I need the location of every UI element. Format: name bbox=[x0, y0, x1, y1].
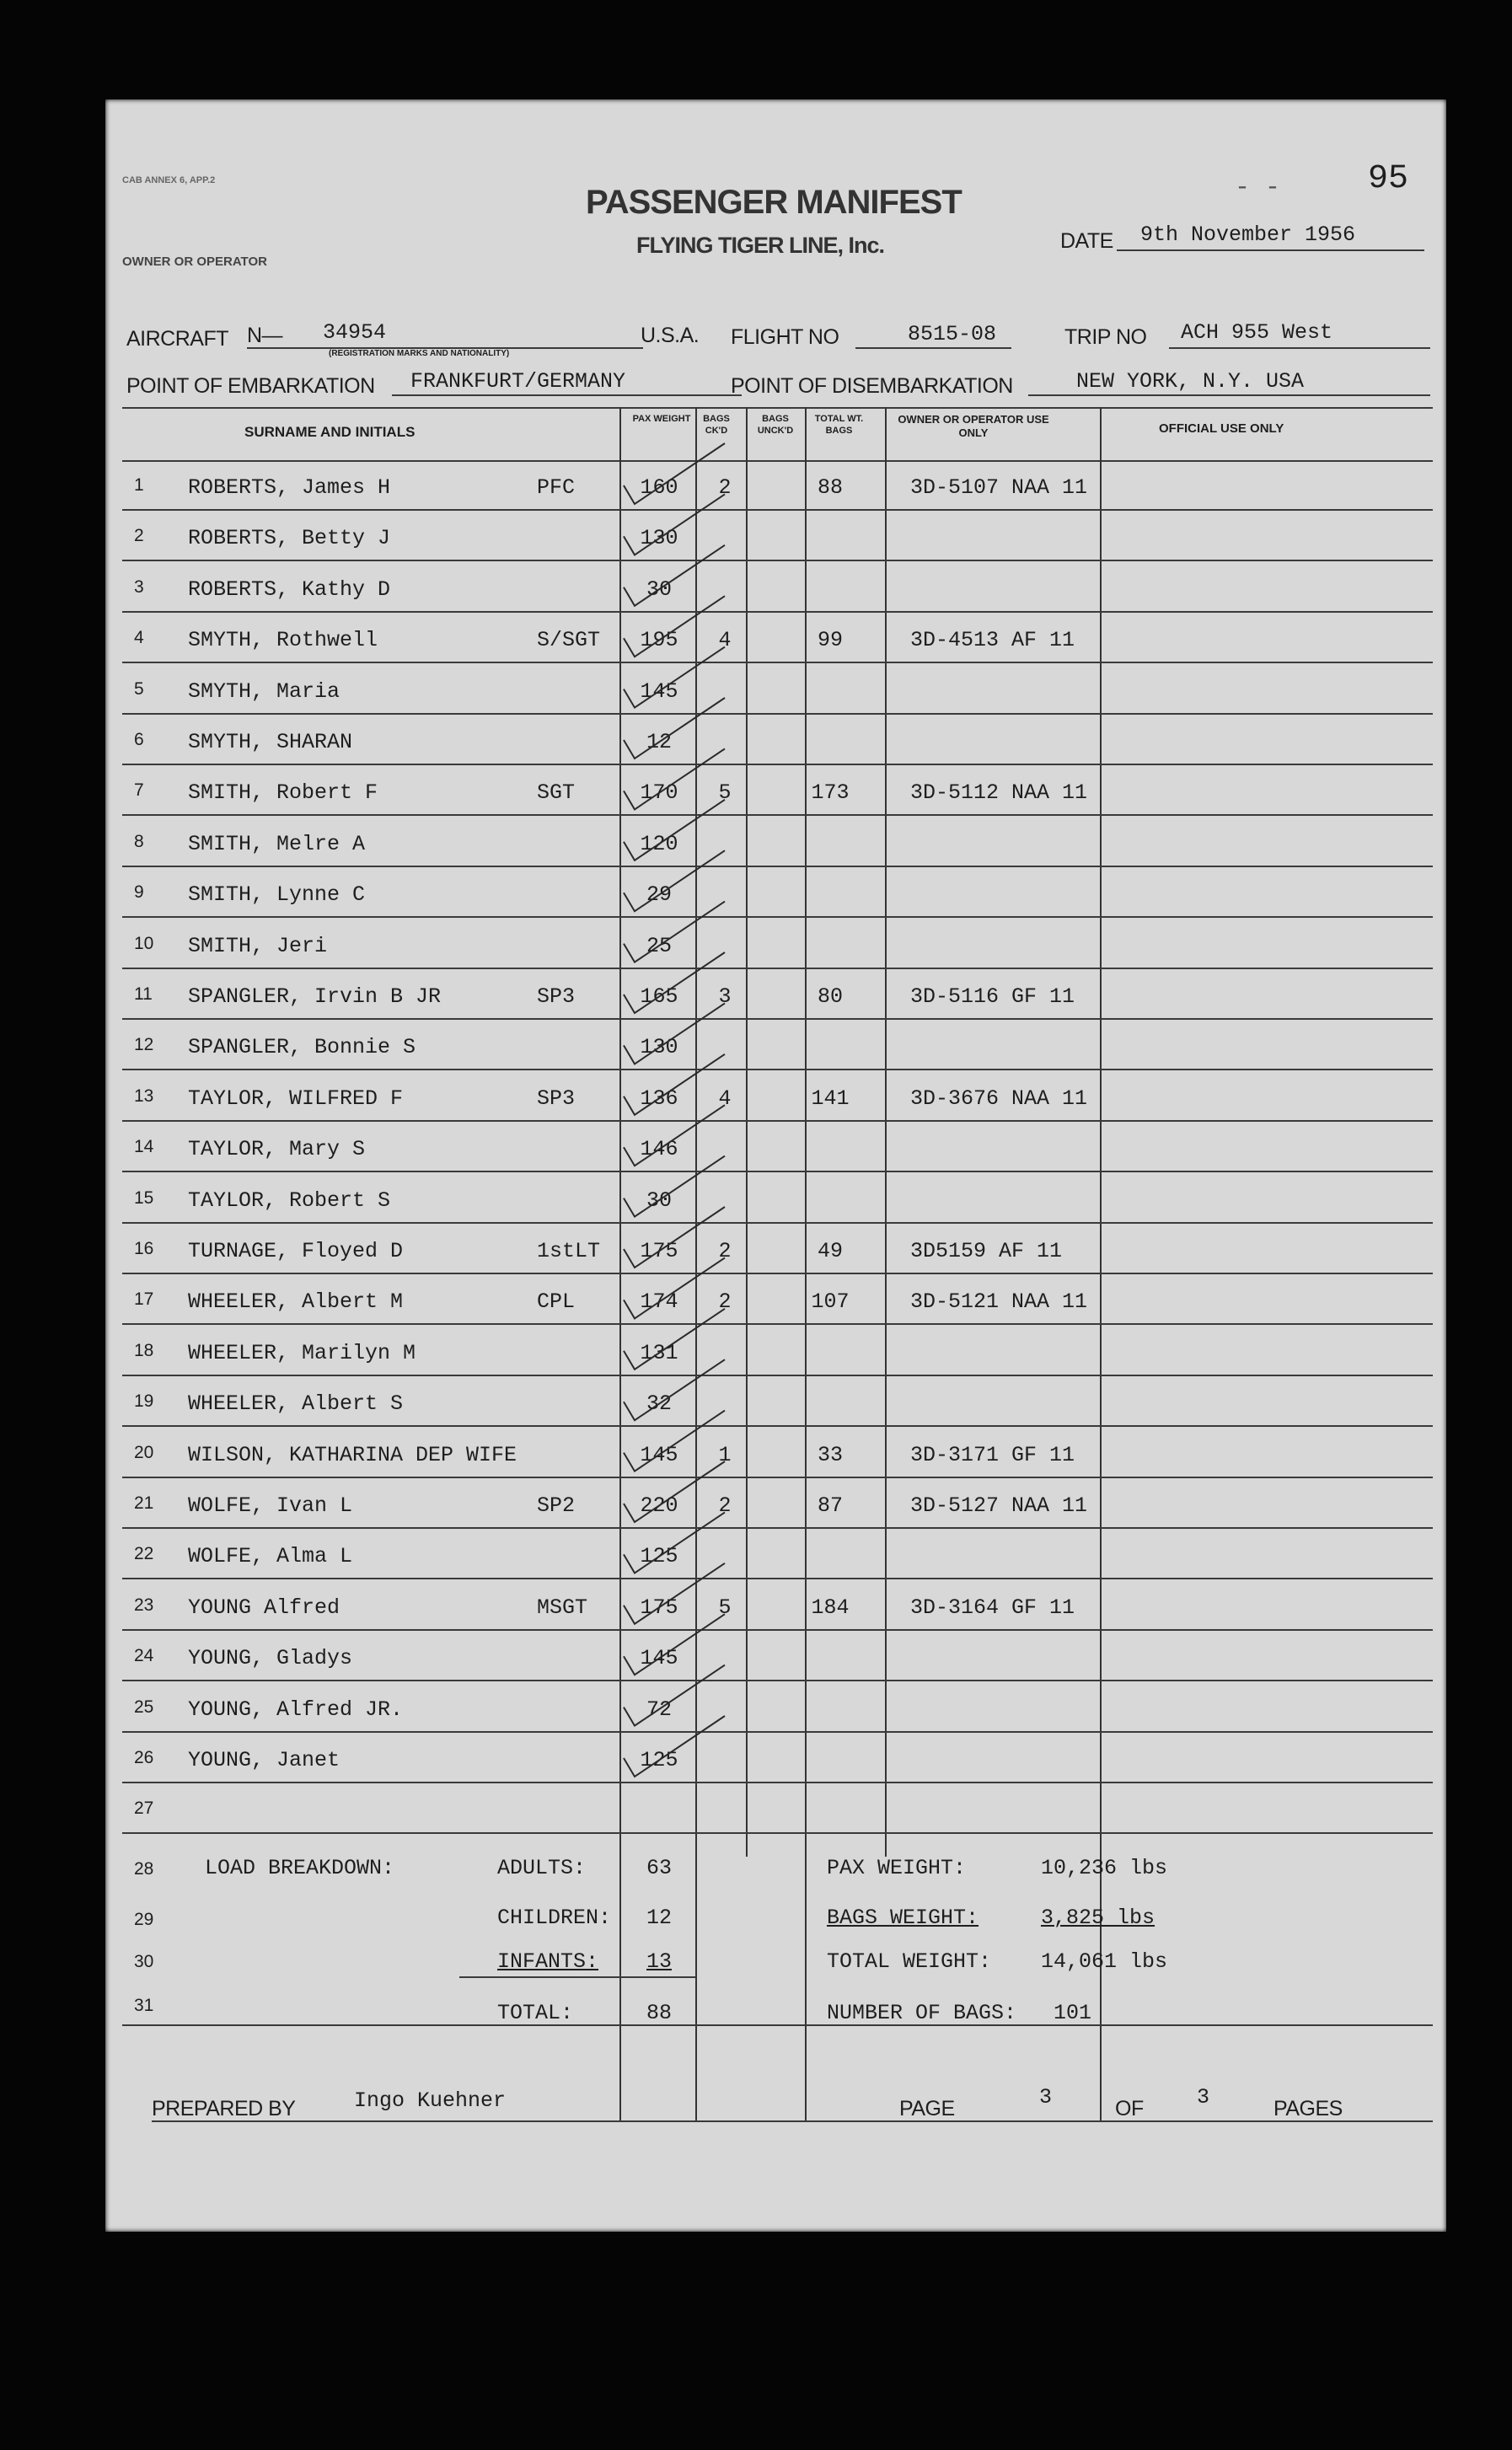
pax-weight: 145 bbox=[640, 1442, 678, 1467]
owner-code: 3D-3676 NAA 11 bbox=[910, 1086, 1088, 1111]
pax-weight: 125 bbox=[640, 1544, 678, 1569]
total-count: 88 bbox=[646, 2001, 672, 2025]
passenger-rank: SP2 bbox=[537, 1493, 576, 1518]
pax-weight: 120 bbox=[640, 831, 678, 856]
pax-weight: 30 bbox=[646, 576, 672, 602]
bags-checked: 2 bbox=[718, 1289, 732, 1315]
flight-number-label: FLIGHT NO bbox=[731, 325, 839, 349]
embarkation-value: FRANKFURT/GERMANY bbox=[410, 369, 626, 394]
passenger-name: SMITH, Melre A bbox=[188, 831, 366, 856]
row-number: 2 bbox=[134, 526, 144, 546]
passenger-name: SMITH, Jeri bbox=[188, 933, 328, 958]
pax-weight: 25 bbox=[646, 933, 672, 958]
passenger-rank: 1stLT bbox=[537, 1239, 601, 1263]
passenger-name: WOLFE, Ivan L bbox=[188, 1493, 353, 1518]
pax-weight: 160 bbox=[640, 475, 678, 500]
bags-checked: 5 bbox=[718, 1595, 732, 1620]
checkmark bbox=[624, 1105, 725, 1166]
embarkation-label: POINT OF EMBARKATION bbox=[126, 374, 375, 398]
passenger-name: YOUNG Alfred bbox=[188, 1595, 340, 1620]
total-bag-weight: 33 bbox=[817, 1442, 843, 1467]
of-value: 3 bbox=[1197, 2085, 1210, 2110]
checkmark bbox=[624, 1614, 725, 1675]
passenger-name: TAYLOR, Mary S bbox=[188, 1137, 366, 1162]
children-count: 12 bbox=[646, 1906, 672, 1930]
row-number: 22 bbox=[134, 1544, 154, 1564]
checkmark bbox=[624, 1512, 725, 1573]
pax-weight: 145 bbox=[640, 678, 678, 704]
bags-weight-label: BAGS WEIGHT: bbox=[827, 1906, 979, 1930]
line-number: 28 bbox=[134, 1859, 154, 1879]
row-number: 17 bbox=[134, 1289, 154, 1310]
adults-label: ADULTS: bbox=[497, 1856, 587, 1880]
total-label: TOTAL: bbox=[497, 2001, 574, 2025]
pax-weight: 145 bbox=[640, 1646, 678, 1671]
disembarkation-label: POINT OF DISEMBARKATION bbox=[731, 374, 1013, 398]
row-number: 7 bbox=[134, 780, 144, 801]
passenger-name: SMYTH, SHARAN bbox=[188, 730, 353, 754]
row-number: 8 bbox=[134, 831, 144, 851]
checkmark bbox=[624, 1054, 725, 1115]
page-label: PAGE bbox=[899, 2097, 955, 2120]
checkmark bbox=[624, 952, 725, 1013]
owner-operator-label: OWNER OR OPERATOR bbox=[122, 255, 267, 269]
load-breakdown-label: LOAD BREAKDOWN: bbox=[205, 1856, 395, 1880]
row-number: 16 bbox=[134, 1239, 154, 1258]
passenger-rank: S/SGT bbox=[537, 628, 601, 653]
row-number: 27 bbox=[134, 1799, 154, 1819]
passenger-name: WHEELER, Marilyn M bbox=[188, 1340, 416, 1365]
line-number: 30 bbox=[134, 1952, 154, 1971]
passenger-name: SPANGLER, Bonnie S bbox=[188, 1035, 416, 1060]
pax-weight: 136 bbox=[640, 1086, 678, 1111]
bags-checked: 4 bbox=[718, 1086, 732, 1111]
checkmark bbox=[624, 1563, 725, 1624]
checkmark bbox=[624, 545, 725, 606]
flight-number-value: 8515-08 bbox=[908, 322, 997, 346]
total-bag-weight: 184 bbox=[811, 1595, 850, 1620]
passenger-name: SMITH, Lynne C bbox=[188, 882, 366, 908]
total-bag-weight: 88 bbox=[817, 475, 843, 500]
checkmark bbox=[624, 443, 725, 504]
bags-checked: 2 bbox=[718, 1239, 732, 1263]
row-number: 12 bbox=[134, 1035, 154, 1055]
row-number: 1 bbox=[134, 475, 144, 495]
trip-number-value: ACH 955 West bbox=[1181, 320, 1333, 345]
total-bag-weight: 87 bbox=[817, 1493, 843, 1518]
page-value: 3 bbox=[1039, 2085, 1053, 2110]
checkmark bbox=[624, 1716, 725, 1777]
bags-checked: 3 bbox=[718, 984, 732, 1009]
adults-count: 63 bbox=[646, 1856, 672, 1880]
passenger-rank: SP3 bbox=[537, 1086, 576, 1111]
pax-weight: 29 bbox=[646, 882, 672, 908]
row-number: 10 bbox=[134, 933, 154, 953]
aircraft-label: AIRCRAFT bbox=[126, 327, 228, 351]
passenger-name: SPANGLER, Irvin B JR bbox=[188, 984, 442, 1009]
total-bag-weight: 80 bbox=[817, 984, 843, 1009]
checkmark bbox=[624, 1411, 725, 1472]
row-number: 18 bbox=[134, 1340, 154, 1360]
page-title: PASSENGER MANIFEST bbox=[586, 184, 962, 221]
pax-weight: 220 bbox=[640, 1493, 678, 1518]
row-number: 15 bbox=[134, 1187, 154, 1208]
column-header-surname: SURNAME AND INITIALS bbox=[244, 424, 416, 440]
row-number: 25 bbox=[134, 1697, 154, 1717]
pax-weight: 12 bbox=[646, 730, 672, 754]
pax-weight: 130 bbox=[640, 1035, 678, 1060]
total-weight-value: 14,061 lbs bbox=[1041, 1949, 1168, 1974]
checkmark bbox=[624, 850, 725, 911]
column-header-owner-use: OWNER OR OPERATOR USE ONLY bbox=[898, 413, 1049, 439]
disembarkation-value: NEW YORK, N.Y. USA bbox=[1076, 369, 1305, 394]
passenger-name: TAYLOR, WILFRED F bbox=[188, 1086, 404, 1111]
row-number: 3 bbox=[134, 576, 144, 597]
checkmark bbox=[624, 1665, 725, 1726]
total-bag-weight: 107 bbox=[811, 1289, 850, 1315]
bags-checked: 4 bbox=[718, 628, 732, 653]
line-number: 29 bbox=[134, 1910, 154, 1929]
checkmark bbox=[624, 902, 725, 962]
owner-code: 3D-5127 NAA 11 bbox=[910, 1493, 1088, 1518]
checkmark bbox=[624, 494, 725, 555]
passenger-name: ROBERTS, Kathy D bbox=[188, 576, 391, 602]
passenger-name: YOUNG, Gladys bbox=[188, 1646, 353, 1671]
passenger-name: WHEELER, Albert M bbox=[188, 1289, 404, 1315]
row-number: 11 bbox=[134, 984, 153, 1004]
column-header-pax-weight: PAX WEIGHT bbox=[632, 414, 691, 424]
passenger-name: SMYTH, Maria bbox=[188, 678, 340, 704]
total-bag-weight: 99 bbox=[817, 628, 843, 653]
cab-reference: CAB ANNEX 6, APP.2 bbox=[122, 175, 216, 185]
column-header-official-use: OFFICIAL USE ONLY bbox=[1159, 421, 1284, 436]
owner-code: 3D-5116 GF 11 bbox=[910, 984, 1075, 1009]
column-header-bags-unckd: BAGS UNCK'D bbox=[757, 414, 794, 436]
pax-weight: 174 bbox=[640, 1289, 678, 1315]
checkmark bbox=[624, 1359, 725, 1420]
column-header-bags-ckd: BAGS CK'D bbox=[703, 414, 730, 436]
pax-weight: 175 bbox=[640, 1239, 678, 1263]
passenger-name: SMITH, Robert F bbox=[188, 780, 378, 806]
passenger-name: WOLFE, Alma L bbox=[188, 1544, 353, 1569]
passenger-name: SMYTH, Rothwell bbox=[188, 628, 378, 653]
registration-note: (REGISTRATION MARKS AND NATIONALITY) bbox=[329, 349, 510, 358]
carrier-name: FLYING TIGER LINE, Inc. bbox=[636, 233, 885, 258]
dash-marks: - - bbox=[1235, 174, 1281, 202]
bags-checked: 5 bbox=[718, 780, 732, 806]
page-number: 95 bbox=[1368, 160, 1409, 198]
passenger-name: ROBERTS, James H bbox=[188, 475, 391, 500]
pax-weight-value: 10,236 lbs bbox=[1041, 1856, 1168, 1880]
total-bag-weight: 173 bbox=[811, 780, 850, 806]
passenger-rank: SGT bbox=[537, 780, 576, 806]
manifest-sheet bbox=[105, 99, 1446, 2232]
checkmark bbox=[624, 698, 725, 759]
number-of-bags-label: NUMBER OF BAGS: bbox=[827, 2001, 1017, 2025]
aircraft-registration: 34954 bbox=[323, 320, 387, 345]
row-number: 26 bbox=[134, 1748, 154, 1767]
pax-weight: 125 bbox=[640, 1748, 678, 1772]
line-number: 31 bbox=[134, 1996, 154, 2015]
pax-weight: 170 bbox=[640, 780, 678, 806]
owner-code: 3D5159 AF 11 bbox=[910, 1239, 1063, 1263]
pax-weight: 32 bbox=[646, 1391, 672, 1417]
passenger-name: ROBERTS, Betty J bbox=[188, 526, 391, 551]
total-weight-label: TOTAL WEIGHT: bbox=[827, 1949, 992, 1974]
checkmark bbox=[624, 1207, 725, 1268]
owner-code: 3D-5112 NAA 11 bbox=[910, 780, 1088, 806]
passenger-name: WHEELER, Albert S bbox=[188, 1391, 404, 1417]
handwritten-checkmarks bbox=[105, 99, 1446, 2232]
row-number: 19 bbox=[134, 1391, 154, 1412]
pax-weight: 195 bbox=[640, 628, 678, 653]
checkmark bbox=[624, 800, 725, 860]
date-value: 9th November 1956 bbox=[1140, 222, 1356, 247]
infants-label: INFANTS: bbox=[497, 1949, 599, 1974]
row-number: 21 bbox=[134, 1493, 154, 1513]
pax-weight: 131 bbox=[640, 1340, 678, 1365]
passenger-rank: CPL bbox=[537, 1289, 576, 1315]
row-number: 23 bbox=[134, 1595, 154, 1615]
pax-weight: 146 bbox=[640, 1137, 678, 1162]
pax-weight-label: PAX WEIGHT: bbox=[827, 1856, 967, 1880]
pages-label: PAGES bbox=[1273, 2097, 1343, 2120]
pax-weight: 130 bbox=[640, 526, 678, 551]
owner-code: 3D-3164 GF 11 bbox=[910, 1595, 1075, 1620]
passenger-rank: PFC bbox=[537, 475, 576, 500]
checkmark bbox=[624, 1156, 725, 1217]
pax-weight: 165 bbox=[640, 984, 678, 1009]
checkmark bbox=[624, 1309, 725, 1370]
children-label: CHILDREN: bbox=[497, 1906, 612, 1930]
date-label: DATE bbox=[1060, 229, 1113, 253]
bags-checked: 1 bbox=[718, 1442, 732, 1467]
total-bag-weight: 141 bbox=[811, 1086, 850, 1111]
row-number: 20 bbox=[134, 1442, 154, 1462]
passenger-name: WILSON, KATHARINA DEP WIFE bbox=[188, 1442, 517, 1467]
checkmark bbox=[624, 596, 725, 657]
row-number: 13 bbox=[134, 1086, 154, 1106]
owner-code: 3D-5107 NAA 11 bbox=[910, 475, 1088, 500]
checkmark bbox=[624, 1461, 725, 1522]
total-bag-weight: 49 bbox=[817, 1239, 843, 1263]
column-header-total-wt-bags: TOTAL WT. BAGS bbox=[814, 414, 864, 436]
number-of-bags-value: 101 bbox=[1054, 2001, 1092, 2025]
row-number: 9 bbox=[134, 882, 144, 903]
pax-weight: 175 bbox=[640, 1595, 678, 1620]
pax-weight: 30 bbox=[646, 1187, 672, 1213]
row-number: 5 bbox=[134, 678, 144, 699]
owner-code: 3D-3171 GF 11 bbox=[910, 1442, 1075, 1467]
trip-number-label: TRIP NO bbox=[1064, 325, 1147, 349]
passenger-rank: MSGT bbox=[537, 1595, 588, 1620]
owner-code: 3D-5121 NAA 11 bbox=[910, 1289, 1088, 1315]
row-number: 4 bbox=[134, 628, 144, 648]
checkmark bbox=[624, 1257, 725, 1318]
passenger-name: TAYLOR, Robert S bbox=[188, 1187, 391, 1213]
prepared-by-value: Ingo Kuehner bbox=[354, 2088, 507, 2113]
passenger-name: TURNAGE, Floyed D bbox=[188, 1239, 404, 1263]
bags-checked: 2 bbox=[718, 1493, 732, 1518]
row-number: 24 bbox=[134, 1646, 154, 1666]
bags-weight-value: 3,825 lbs bbox=[1041, 1906, 1155, 1930]
aircraft-prefix: N— bbox=[247, 324, 283, 347]
checkmark bbox=[624, 647, 725, 708]
pax-weight: 72 bbox=[646, 1697, 672, 1722]
checkmark bbox=[624, 748, 725, 809]
passenger-rank: SP3 bbox=[537, 984, 576, 1009]
prepared-by-label: PREPARED BY bbox=[152, 2097, 296, 2120]
infants-count: 13 bbox=[646, 1949, 672, 1974]
checkmark bbox=[624, 1003, 725, 1064]
row-number: 14 bbox=[134, 1137, 154, 1157]
nationality: U.S.A. bbox=[641, 324, 700, 347]
passenger-name: YOUNG, Alfred JR. bbox=[188, 1697, 404, 1722]
owner-code: 3D-4513 AF 11 bbox=[910, 628, 1075, 653]
bags-checked: 2 bbox=[718, 475, 732, 500]
of-label: OF bbox=[1115, 2097, 1144, 2120]
passenger-name: YOUNG, Janet bbox=[188, 1748, 340, 1772]
row-number: 6 bbox=[134, 730, 144, 749]
